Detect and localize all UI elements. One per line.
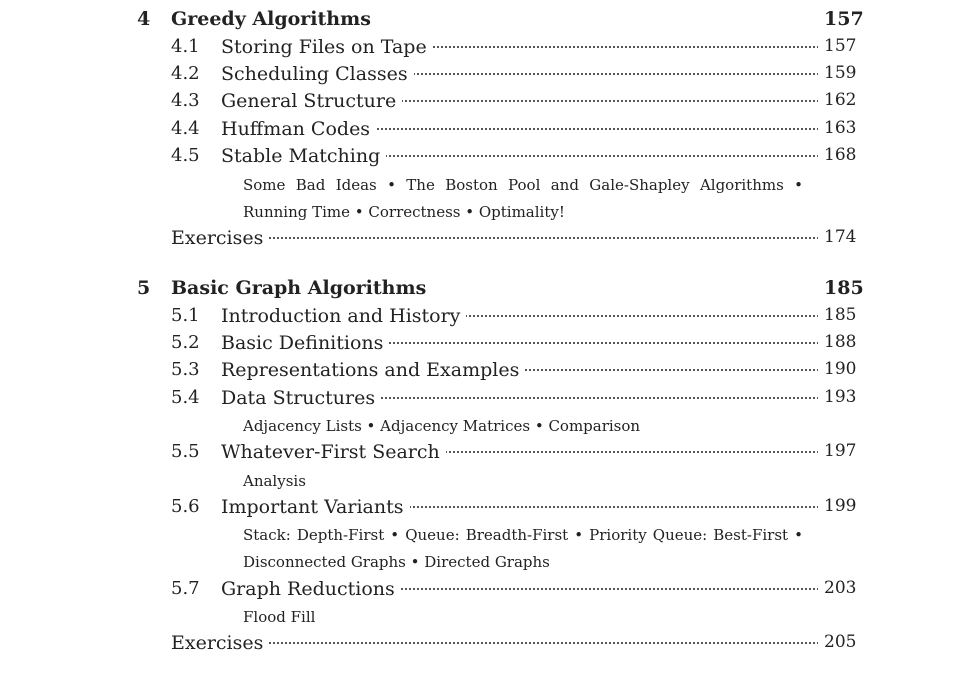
section-number: 4.2 (171, 63, 200, 84)
toc-entry[interactable] (0, 359, 953, 385)
chapter-number: 4 (137, 8, 151, 30)
toc-entry[interactable] (0, 305, 953, 331)
toc-entry-exercises[interactable] (0, 632, 953, 658)
section-number: 4.5 (171, 145, 200, 166)
page-number: 203 (818, 578, 856, 598)
chapter-title: Basic Graph Algorithms (171, 277, 432, 299)
leader-dots (300, 128, 843, 130)
section-title: Whatever-First Search (221, 441, 446, 463)
page-number: 157 (818, 36, 856, 56)
page-number: 174 (818, 227, 856, 247)
page-number: 205 (818, 632, 856, 652)
section-title: Basic Definitions (221, 332, 389, 354)
page-number: 185 (818, 305, 856, 325)
section-title: Important Variants (221, 496, 410, 518)
section-title: Stable Matching (221, 145, 386, 167)
section-number: 5.3 (171, 359, 200, 380)
toc-entry-exercises[interactable] (0, 227, 953, 253)
section-number: 4.4 (171, 118, 200, 139)
page-number: 162 (818, 90, 856, 110)
chapter-heading[interactable] (0, 277, 953, 303)
chapter-heading[interactable] (0, 8, 953, 34)
section-title: Data Structures (221, 387, 381, 409)
section-title: Storing Files on Tape (221, 36, 433, 58)
page-number: 188 (818, 332, 856, 352)
chapter-title: Greedy Algorithms (171, 8, 377, 30)
toc-entry[interactable] (0, 578, 953, 604)
leader-dots (300, 397, 843, 399)
section-number: 5.5 (171, 441, 200, 462)
leader-dots (250, 642, 843, 644)
section-title: Representations and Examples (221, 359, 525, 381)
toc-entry[interactable] (0, 332, 953, 358)
leader-dots (250, 237, 843, 239)
subtopics: Adjacency Lists • Adjacency Matrices • Comparison (243, 417, 641, 435)
section-number: 5.6 (171, 496, 200, 517)
exercises-title: Exercises (171, 227, 269, 249)
section-number: 4.3 (171, 90, 200, 111)
toc-entry[interactable] (0, 496, 953, 522)
toc-entry[interactable] (0, 36, 953, 62)
toc-entry[interactable] (0, 63, 953, 89)
section-number: 5.1 (171, 305, 200, 326)
page-number: 168 (818, 145, 856, 165)
exercises-title: Exercises (171, 632, 269, 654)
page-number: 193 (818, 387, 856, 407)
page-number: 197 (818, 441, 856, 461)
section-title: Huffman Codes (221, 118, 376, 140)
page-number: 163 (818, 118, 856, 138)
section-title: Graph Reductions (221, 578, 401, 600)
toc-entry[interactable] (0, 387, 953, 413)
section-number: 4.1 (171, 36, 200, 57)
section-number: 5.2 (171, 332, 200, 353)
page-number: 157 (818, 8, 856, 30)
subtopics: Flood Fill (243, 608, 316, 626)
page-number: 190 (818, 359, 856, 379)
toc-entry[interactable] (0, 118, 953, 144)
section-title: General Structure (221, 90, 402, 112)
subtopics: Analysis (243, 472, 306, 490)
section-number: 5.4 (171, 387, 200, 408)
toc-entry[interactable] (0, 145, 953, 171)
toc-entry[interactable] (0, 441, 953, 467)
page-number: 185 (818, 277, 856, 299)
section-title: Scheduling Classes (221, 63, 414, 85)
section-title: Introduction and History (221, 305, 466, 327)
chapter-number: 5 (137, 277, 151, 299)
subtopics: Stack: Depth-First • Queue: Breadth-First • Priority Queue: Best-First • Disconnected Graphs • Directed Graphs (243, 526, 803, 571)
section-number: 5.7 (171, 578, 200, 599)
page-number: 159 (818, 63, 856, 83)
toc-entry[interactable] (0, 90, 953, 116)
page-number: 199 (818, 496, 856, 516)
subtopics: Some Bad Ideas • The Boston Pool and Gale-Shapley Algorithms • Running Time • Correctness • Optimality! (243, 176, 803, 221)
